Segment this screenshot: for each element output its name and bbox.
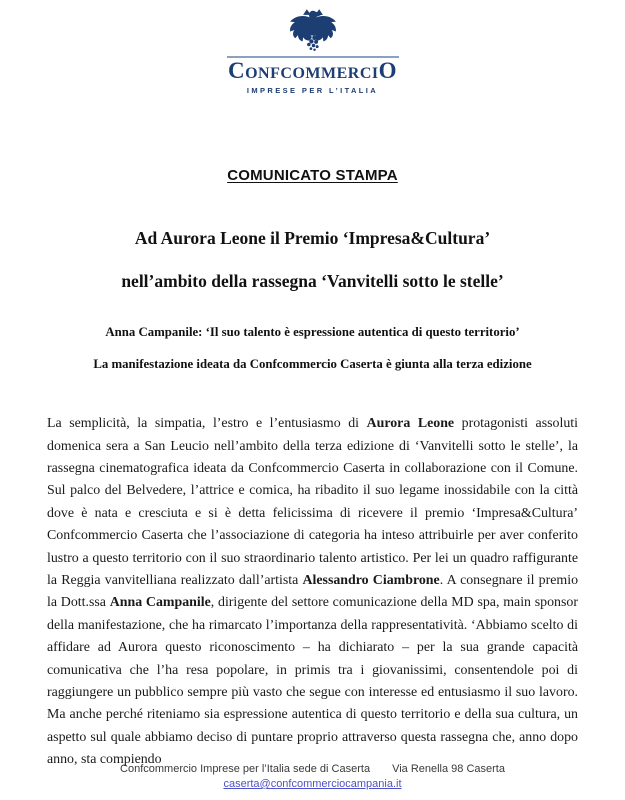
footer-address: Via Renella 98 Caserta <box>392 763 505 775</box>
footer-address-line <box>0 762 625 777</box>
eagle-icon <box>286 8 340 54</box>
person-name: Alessandro Ciambrone <box>302 572 440 588</box>
subtitle-quote: Anna Campanile: ‘Il suo talento è espressione autentica di questo territorio’ <box>105 325 520 340</box>
press-release-kicker: COMUNICATO STAMPA <box>227 167 398 185</box>
body-paragraph <box>47 413 578 772</box>
body-text-segment: La semplicità, la simpatia, l’estro e l’entusiasmo di <box>47 416 367 432</box>
title-line-1: Ad Aurora Leone il Premio ‘Impresa&Cultura’ <box>134 228 491 249</box>
body-text-segment: . A consegnare il premio la Dott.ssa <box>47 572 579 611</box>
logo-tagline: IMPRESE PER L’ITALIA <box>246 86 379 96</box>
footer <box>0 762 625 792</box>
person-name: Anna Campanile <box>109 595 211 611</box>
confcommercio-logo <box>0 0 625 95</box>
body-text-segment: protagonisti assoluti domenica sera a San Leucio nell’ambito della terza edizione di ‘Vanvitelli sotto le stelle’, la rassegna cinematografica ideata da Confcommercio Caserta in collaborazione con il Comune. Sul palco del Belvedere, l’attrice e comica, ha ribadito il suo legame inossidabile con la città dove è nata e cresciuta e si è detta felicissima di ricevere il premio ‘Impresa&Cultura’ Confcommercio Caserta che l’associazione di categoria ha inteso attribuirle per aver conferito lustro a questo territorio con il suo straordinario talento artistico. Per lei un quadro raffigurante la Reggia vanvitelliana realizzato dall’artista <box>47 416 578 588</box>
body-text-segment: , dirigente del settore comunicazione della MD spa, main sponsor della manifestazione, che ha rimarcato l’importanza della rappresentatività. ‘Abbiamo scelto di affidare ad Aurora questo riconoscimento – ha dichiarato – per la sua grande capacità comunicativa che l’ha resa popolare, in primis tra i giovanissimi, consentendole poi di raggiungere un pubblico sempre più vasto che segue con interesse ed entusiasmo il suo lavoro. Ma anche perché riteniamo sia espressione autentica di questo territorio e della sua cultura, un aspetto sul quale abbiamo deciso di puntare proprio attraverso questa rassegna che, anno dopo anno, sta compiendo <box>47 595 578 768</box>
person-name: Aurora Leone <box>366 416 455 432</box>
subtitle-edition: La manifestazione ideata da Confcommercio Caserta è giunta alla terza edizione <box>93 357 532 372</box>
footer-email-link[interactable]: caserta@confcommerciocampania.it <box>223 778 402 790</box>
logo-wordmark: ConfcommerciO <box>228 58 397 83</box>
footer-email-line <box>0 777 625 792</box>
footer-org: Confcommercio Imprese per l’Italia sede di Caserta <box>120 763 371 775</box>
title-line-2: nell’ambito della rassegna ‘Vanvitelli sotto le stelle’ <box>121 271 504 292</box>
